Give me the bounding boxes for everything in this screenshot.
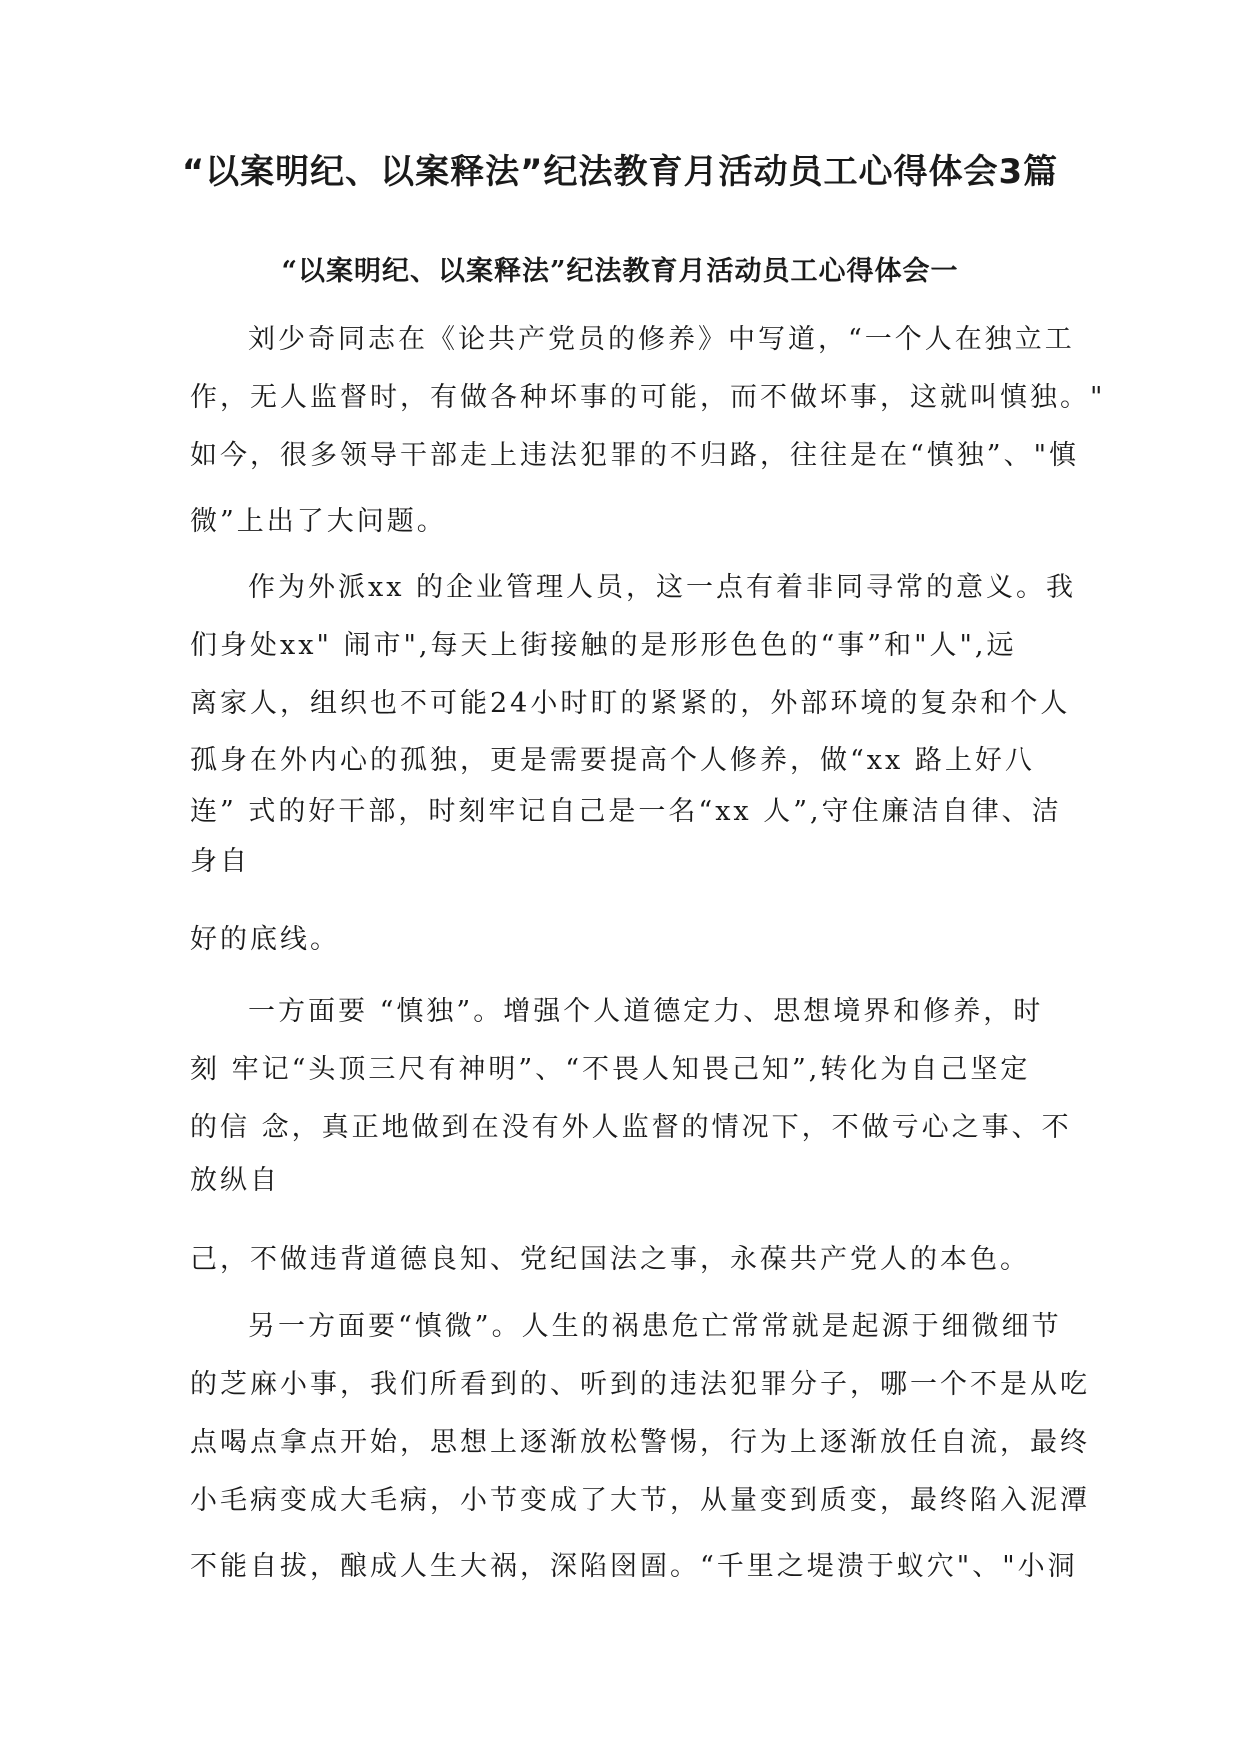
text-line-13: 刻 牢记“头顶三尺有神明”、“不畏人知畏己知”,转化为自己坚定	[190, 1054, 1031, 1085]
text-line-7: 离家人，组织也不可能24小时盯的紧紧的，外部环境的复杂和个人	[190, 688, 1071, 719]
text-line-3: 如今，很多领导干部走上违法犯罪的不归路，往往是在“慎独”、"慎	[190, 440, 1080, 471]
text-line-9: 连” 式的好干部，时刻牢记自己是一名“xx 人”,守住廉洁自律、洁	[190, 796, 1062, 827]
text-line-11: 好的底线。	[190, 924, 340, 955]
text-line-10: 身自	[190, 846, 250, 877]
document-title: “以案明纪、以案释法”纪法教育月活动员工心得体会3篇	[181, 152, 1059, 192]
document-subtitle: “以案明纪、以案释法”纪法教育月活动员工心得体会一	[281, 256, 959, 287]
text-line-16: 己，不做违背道德良知、党纪国法之事，永葆共产党人的本色。	[190, 1244, 1030, 1275]
text-line-21: 不能自拔，酿成人生大祸，深陷囹圄。“千里之堤溃于蚁穴"、"小洞	[190, 1551, 1078, 1582]
text-line-5: 作为外派xx 的企业管理人员，这一点有着非同寻常的意义。我	[248, 572, 1077, 603]
text-line-2: 作，无人监督时，有做各种坏事的可能，而不做坏事，这就叫慎独。"	[190, 382, 1106, 413]
text-line-15: 放纵自	[190, 1165, 280, 1196]
text-line-12: 一方面要 “慎独”。增强个人道德定力、思想境界和修养，时	[248, 996, 1044, 1027]
text-line-1: 刘少奇同志在《论共产党员的修养》中写道，“一个人在独立工	[248, 324, 1075, 355]
text-line-8: 孤身在外内心的孤独，更是需要提高个人修养，做“xx 路上好八	[190, 745, 1035, 776]
text-line-17: 另一方面要“慎微”。人生的祸患危亡常常就是起源于细微细节	[248, 1311, 1062, 1342]
text-line-18: 的芝麻小事，我们所看到的、听到的违法犯罪分子，哪一个不是从吃	[190, 1369, 1090, 1400]
text-line-20: 小毛病变成大毛病，小节变成了大节，从量变到质变，最终陷入泥潭	[190, 1485, 1090, 1516]
text-line-4: 微”上出了大问题。	[190, 506, 447, 537]
text-line-14: 的信 念，真正地做到在没有外人监督的情况下，不做亏心之事、不	[190, 1112, 1072, 1143]
text-line-19: 点喝点拿点开始，思想上逐渐放松警惕，行为上逐渐放任自流，最终	[190, 1427, 1090, 1458]
text-line-6: 们身处xx" 闹市",每天上街接触的是形形色色的“事”和"人",远	[190, 630, 1017, 661]
